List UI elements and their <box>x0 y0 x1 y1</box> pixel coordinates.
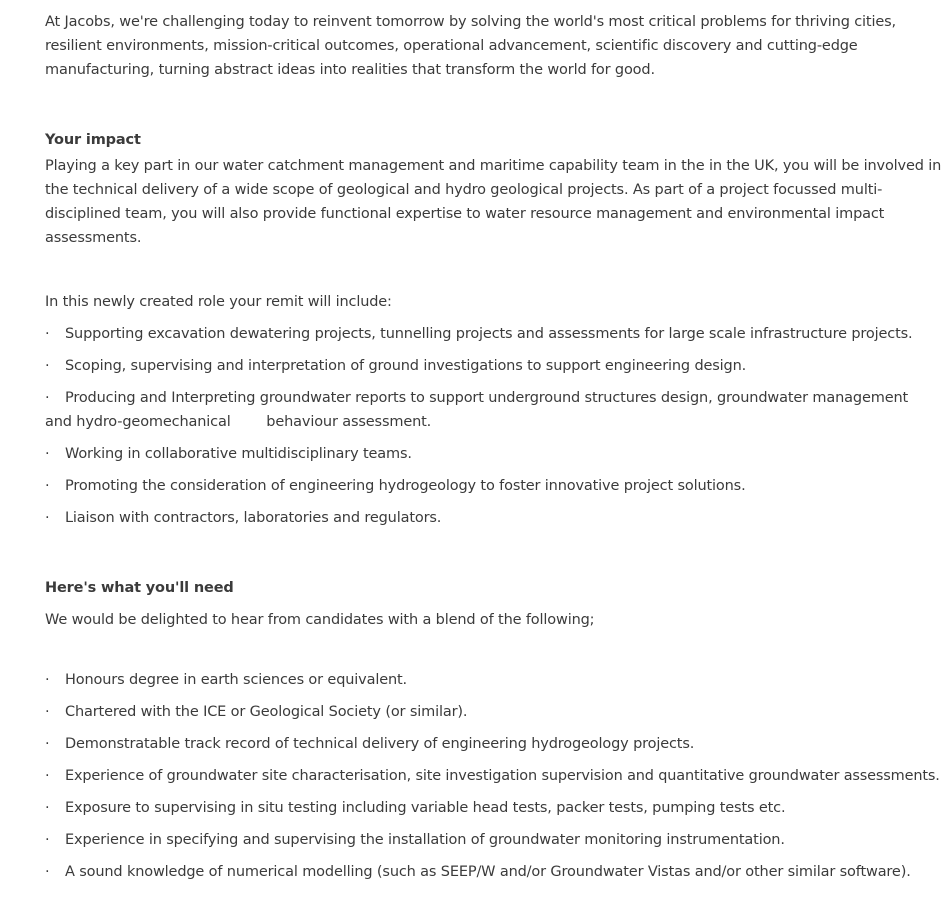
bullet-icon: · <box>45 326 50 342</box>
list-item-continuation: and hydro-geomechanical behaviour assessment. <box>45 414 432 430</box>
bullet-icon: · <box>45 768 50 784</box>
bullet-icon: · <box>45 864 50 880</box>
list-item <box>45 764 940 788</box>
bullet-icon: · <box>45 510 50 526</box>
list-item <box>45 732 925 756</box>
bullet-icon: · <box>45 832 50 848</box>
bullet-icon: · <box>45 390 50 406</box>
bullet-icon: · <box>45 358 50 374</box>
list-item <box>45 322 925 346</box>
intro-line: resilient environments, mission-critical outcomes, operational advancement, scientific discovery and cutting-edge <box>45 38 858 54</box>
list-item-text: Honours degree in earth sciences or equivalent. <box>65 672 408 688</box>
bullet-icon: · <box>45 478 50 494</box>
list-item-text: Promoting the consideration of engineering hydrogeology to foster innovative project solutions. <box>65 478 746 494</box>
list-item <box>45 796 925 820</box>
bullet-icon: · <box>45 800 50 816</box>
list-item <box>45 386 925 410</box>
list-item <box>45 828 925 852</box>
list-item-text: Experience of groundwater site characterisation, site investigation supervision and quantitative groundwater assessments. <box>65 768 940 784</box>
list-item <box>45 860 925 884</box>
bullet-icon: · <box>45 446 50 462</box>
bullet-icon: · <box>45 704 50 720</box>
intro-line: manufacturing, turning abstract ideas into realities that transform the world for good. <box>45 62 655 78</box>
intro-line: At Jacobs, we're challenging today to reinvent tomorrow by solving the world's most critical problems for thriving cities, <box>45 14 896 30</box>
impact-line: assessments. <box>45 230 142 246</box>
need-intro: We would be delighted to hear from candidates with a blend of the following; <box>45 612 595 628</box>
list-item-text: Producing and Interpreting groundwater reports to support underground structures design, groundwater management <box>65 390 909 406</box>
list-item-text: Exposure to supervising in situ testing including variable head tests, packer tests, pumping tests etc. <box>65 800 786 816</box>
list-item-text: Scoping, supervising and interpretation of ground investigations to support engineering design. <box>65 358 747 374</box>
list-item <box>45 506 925 530</box>
need-heading: Here's what you'll need <box>45 580 234 596</box>
list-item-text: A sound knowledge of numerical modelling (such as SEEP/W and/or Groundwater Vistas and/or other similar software). <box>65 864 911 880</box>
bullet-icon: · <box>45 736 50 752</box>
list-item-text: Supporting excavation dewatering projects, tunnelling projects and assessments for large scale infrastructure projects. <box>65 326 913 342</box>
list-item-text: Experience in specifying and supervising the installation of groundwater monitoring instrumentation. <box>65 832 785 848</box>
list-item <box>45 700 925 724</box>
list-item <box>45 354 925 378</box>
impact-line: disciplined team, you will also provide functional expertise to water resource management and environmental impact <box>45 206 885 222</box>
list-item-text: Liaison with contractors, laboratories and regulators. <box>65 510 442 526</box>
list-item <box>45 474 925 498</box>
remit-intro: In this newly created role your remit will include: <box>45 294 392 310</box>
list-item-text: Chartered with the ICE or Geological Society (or similar). <box>65 704 468 720</box>
bullet-icon: · <box>45 672 50 688</box>
list-item <box>45 668 925 692</box>
list-item-text: Working in collaborative multidisciplinary teams. <box>65 446 412 462</box>
impact-heading: Your impact <box>45 132 141 148</box>
list-item <box>45 442 925 466</box>
list-item-text: Demonstratable track record of technical delivery of engineering hydrogeology projects. <box>65 736 695 752</box>
impact-line: the technical delivery of a wide scope of geological and hydro geological projects. As part of a project focussed multi- <box>45 182 883 198</box>
impact-line: Playing a key part in our water catchment management and maritime capability team in the in the UK, you will be involved in <box>45 158 942 174</box>
